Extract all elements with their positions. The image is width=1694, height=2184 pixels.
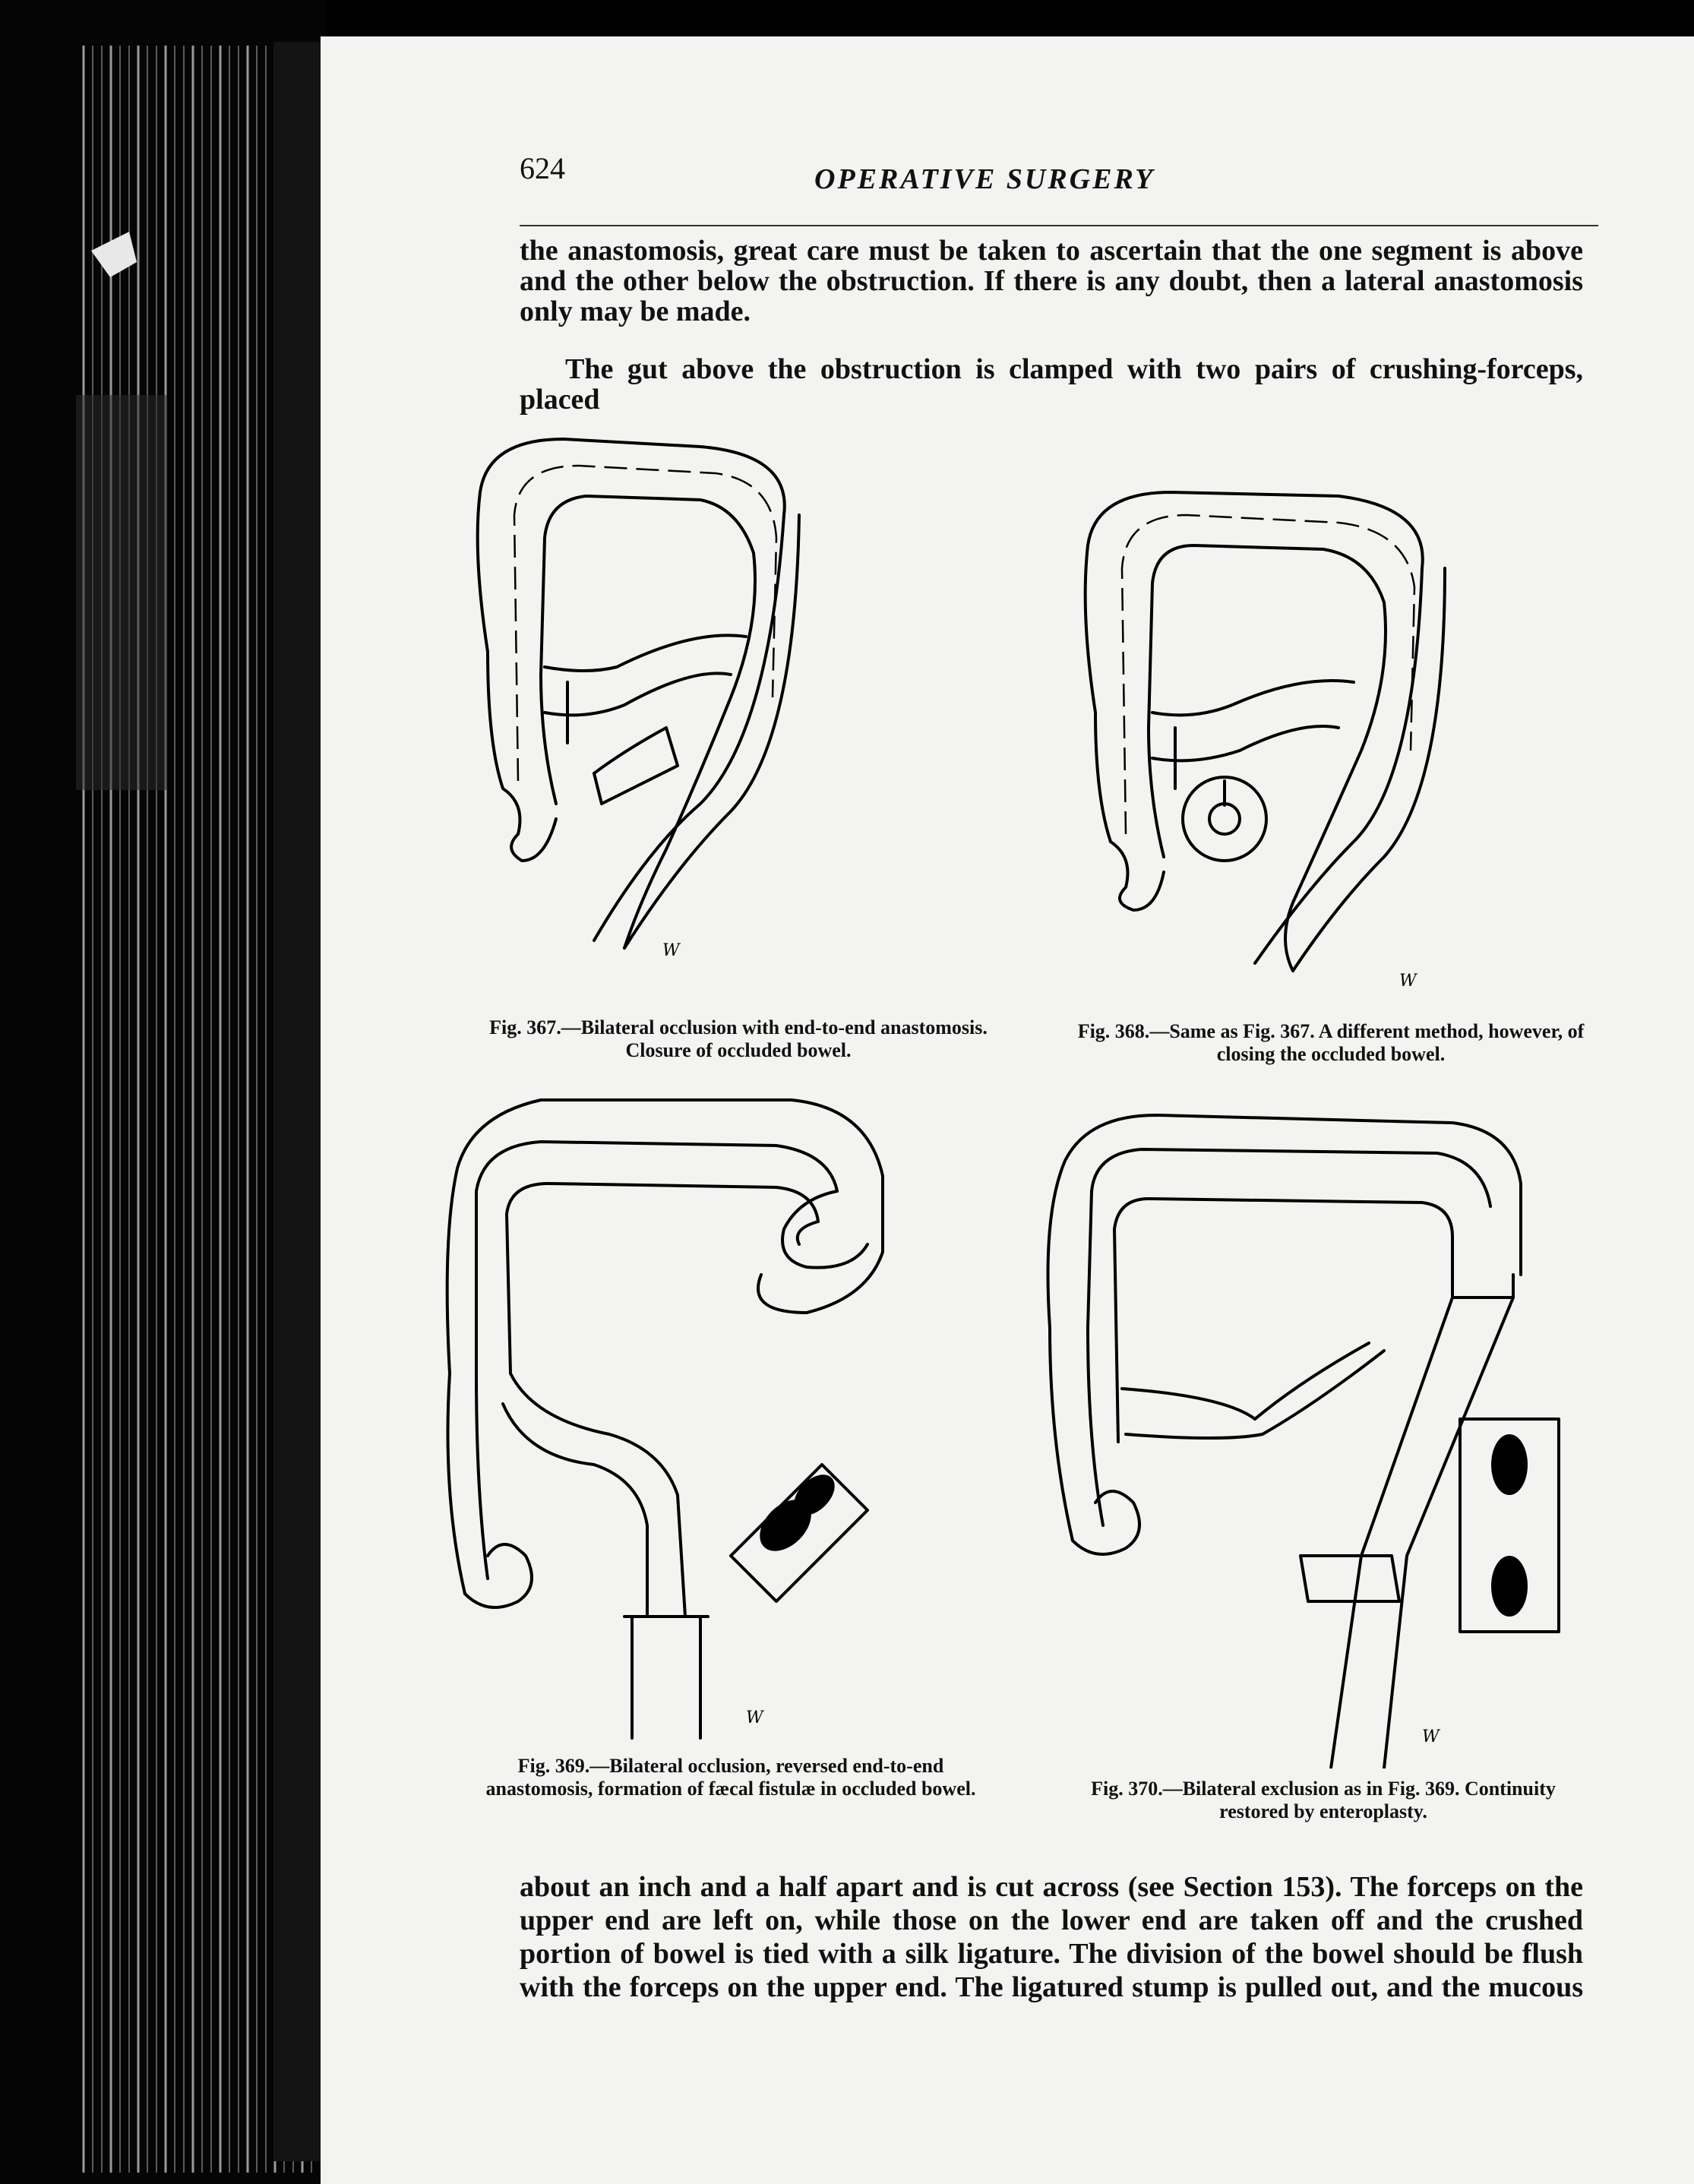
figure-368-caption (1054, 1020, 1608, 1066)
figure-370-illustration (1027, 1100, 1620, 1768)
figure-368-illustration (1080, 462, 1642, 1009)
figure-370-label: Fig. 370. (1091, 1778, 1163, 1800)
figure-369-caption (472, 1755, 989, 1800)
page-number: 624 (520, 151, 565, 185)
figure-367-caption-text: —Bilateral occlusion with end-to-end anastomosis. Closure of occluded bowel. (561, 1016, 988, 1061)
figure-369-signature: W (746, 1708, 763, 1727)
figure-369-illustration (442, 1070, 989, 1746)
figure-367-caption (488, 1016, 989, 1062)
figure-368-signature: W (1399, 972, 1417, 991)
figure-370-signature: W (1422, 1727, 1440, 1746)
figure-369-caption-text: —Bilateral occlusion, reversed end-to-end anastomosis, formation of fæcal fistulæ in occluded bowel. (485, 1755, 976, 1800)
paragraph-top-1: the anastomosis, great care must be taken to ascertain that the one segment is above and the other below the obstruction. If there is any doubt, then a lateral anastomosis only may be made. (520, 235, 1583, 327)
figure-368-caption-text: —Same as Fig. 367. A different method, however, of closing the occluded bowel. (1149, 1020, 1585, 1065)
book-edge (0, 0, 327, 2184)
figure-370-caption-text: —Bilateral exclusion as in Fig. 369. Continuity restored by enteroplasty. (1162, 1778, 1556, 1822)
figure-367-illustration (472, 424, 989, 1001)
figure-370-caption (1057, 1778, 1589, 1823)
header-rule (520, 225, 1598, 226)
paragraph-top-2 (520, 354, 1583, 415)
paragraph-top-2-text: The gut above the obstruction is clamped with two pairs of crushing-forceps, placed (520, 353, 1583, 416)
running-title: OPERATIVE SURGERY (814, 163, 1155, 195)
paragraph-bottom: about an inch and a half apart and is cut across (see Section 153). The forceps on the upper end are left on, while those on the lower end are taken off and the crushed portion of bowel is tied with a silk ligature. The division of the bowel should be flush with the forceps on the upper end. The ligatured stump is pulled out, and the mucous (520, 1871, 1583, 2003)
figure-369-label: Fig. 369. (517, 1755, 590, 1777)
figure-367-signature: W (662, 941, 680, 960)
figure-368-label: Fig. 368. (1077, 1020, 1150, 1042)
figure-367-label: Fig. 367. (489, 1016, 561, 1038)
book-page (321, 36, 1694, 2184)
